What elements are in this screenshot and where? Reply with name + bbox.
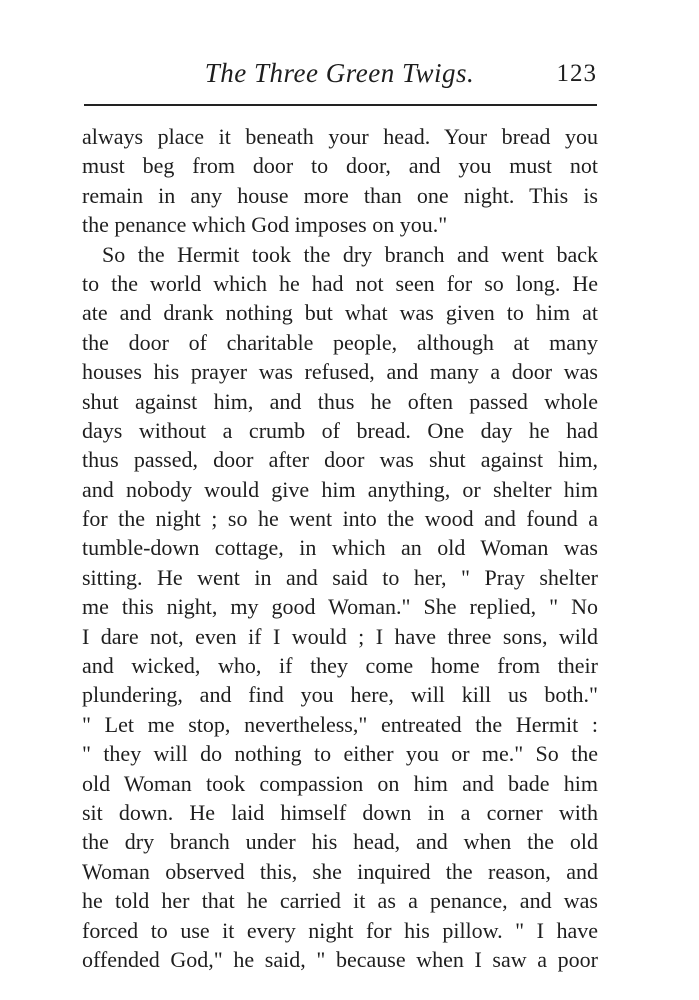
text-line: houses his prayer was refused, and many a door was: [82, 359, 598, 385]
text-line: for the night ; so he went into the wood and found a: [82, 506, 598, 532]
text-line: " Let me stop, nevertheless," entreated the Hermit :: [82, 711, 598, 737]
text-line: the penance which God imposes on you.": [82, 212, 448, 238]
text-line: days without a crumb of bread. One day he had: [82, 417, 598, 443]
text-line: So the Hermit took the dry branch and went back: [102, 241, 598, 267]
text-line: sit down. He laid himself down in a corner with: [82, 799, 598, 825]
text-line: and nobody would give him anything, or shelter him: [82, 476, 598, 502]
text-line: ate and drank nothing but what was given to him at: [82, 300, 598, 326]
text-line: and wicked, who, if they come home from their: [82, 653, 598, 679]
header-rule: [84, 104, 597, 106]
text-line: sitting. He went in and said to her, " Pray shelter: [82, 564, 598, 590]
running-title: The Three Green Twigs.: [204, 58, 475, 88]
body-text: [82, 122, 598, 974]
text-line: thus passed, door after door was shut against him,: [82, 447, 598, 473]
text-line: always place it beneath your head. Your bread you: [82, 124, 598, 149]
page-number: 123: [556, 60, 597, 87]
text-line: shut against him, and thus he often passed whole: [82, 388, 598, 414]
text-line: remain in any house more than one night. This is: [82, 182, 598, 208]
page-header: [82, 52, 597, 92]
text-line: " they will do nothing to either you or me." So the: [82, 741, 598, 767]
text-line: forced to use it every night for his pillow. " I have: [82, 917, 598, 943]
text-line: me this night, my good Woman." She replied, " No: [82, 594, 598, 620]
text-line: to the world which he had not seen for so long. He: [82, 270, 598, 296]
text-line: the dry branch under his head, and when the old: [82, 829, 598, 855]
text-line: tumble-down cottage, in which an old Woman was: [82, 535, 598, 561]
text-line: offended God," he said, " because when I saw a poor: [82, 946, 598, 972]
text-line: Woman observed this, she inquired the reason, and: [82, 858, 598, 884]
text-line: the door of charitable people, although at many: [82, 329, 598, 355]
text-line: he told her that he carried it as a penance, and was: [82, 888, 598, 914]
text-line: I dare not, even if I would ; I have three sons, wild: [82, 623, 598, 649]
text-line: old Woman took compassion on him and bade him: [82, 770, 598, 796]
text-line: plundering, and find you here, will kill us both.": [82, 682, 598, 708]
text-line: must beg from door to door, and you must not: [82, 153, 598, 179]
